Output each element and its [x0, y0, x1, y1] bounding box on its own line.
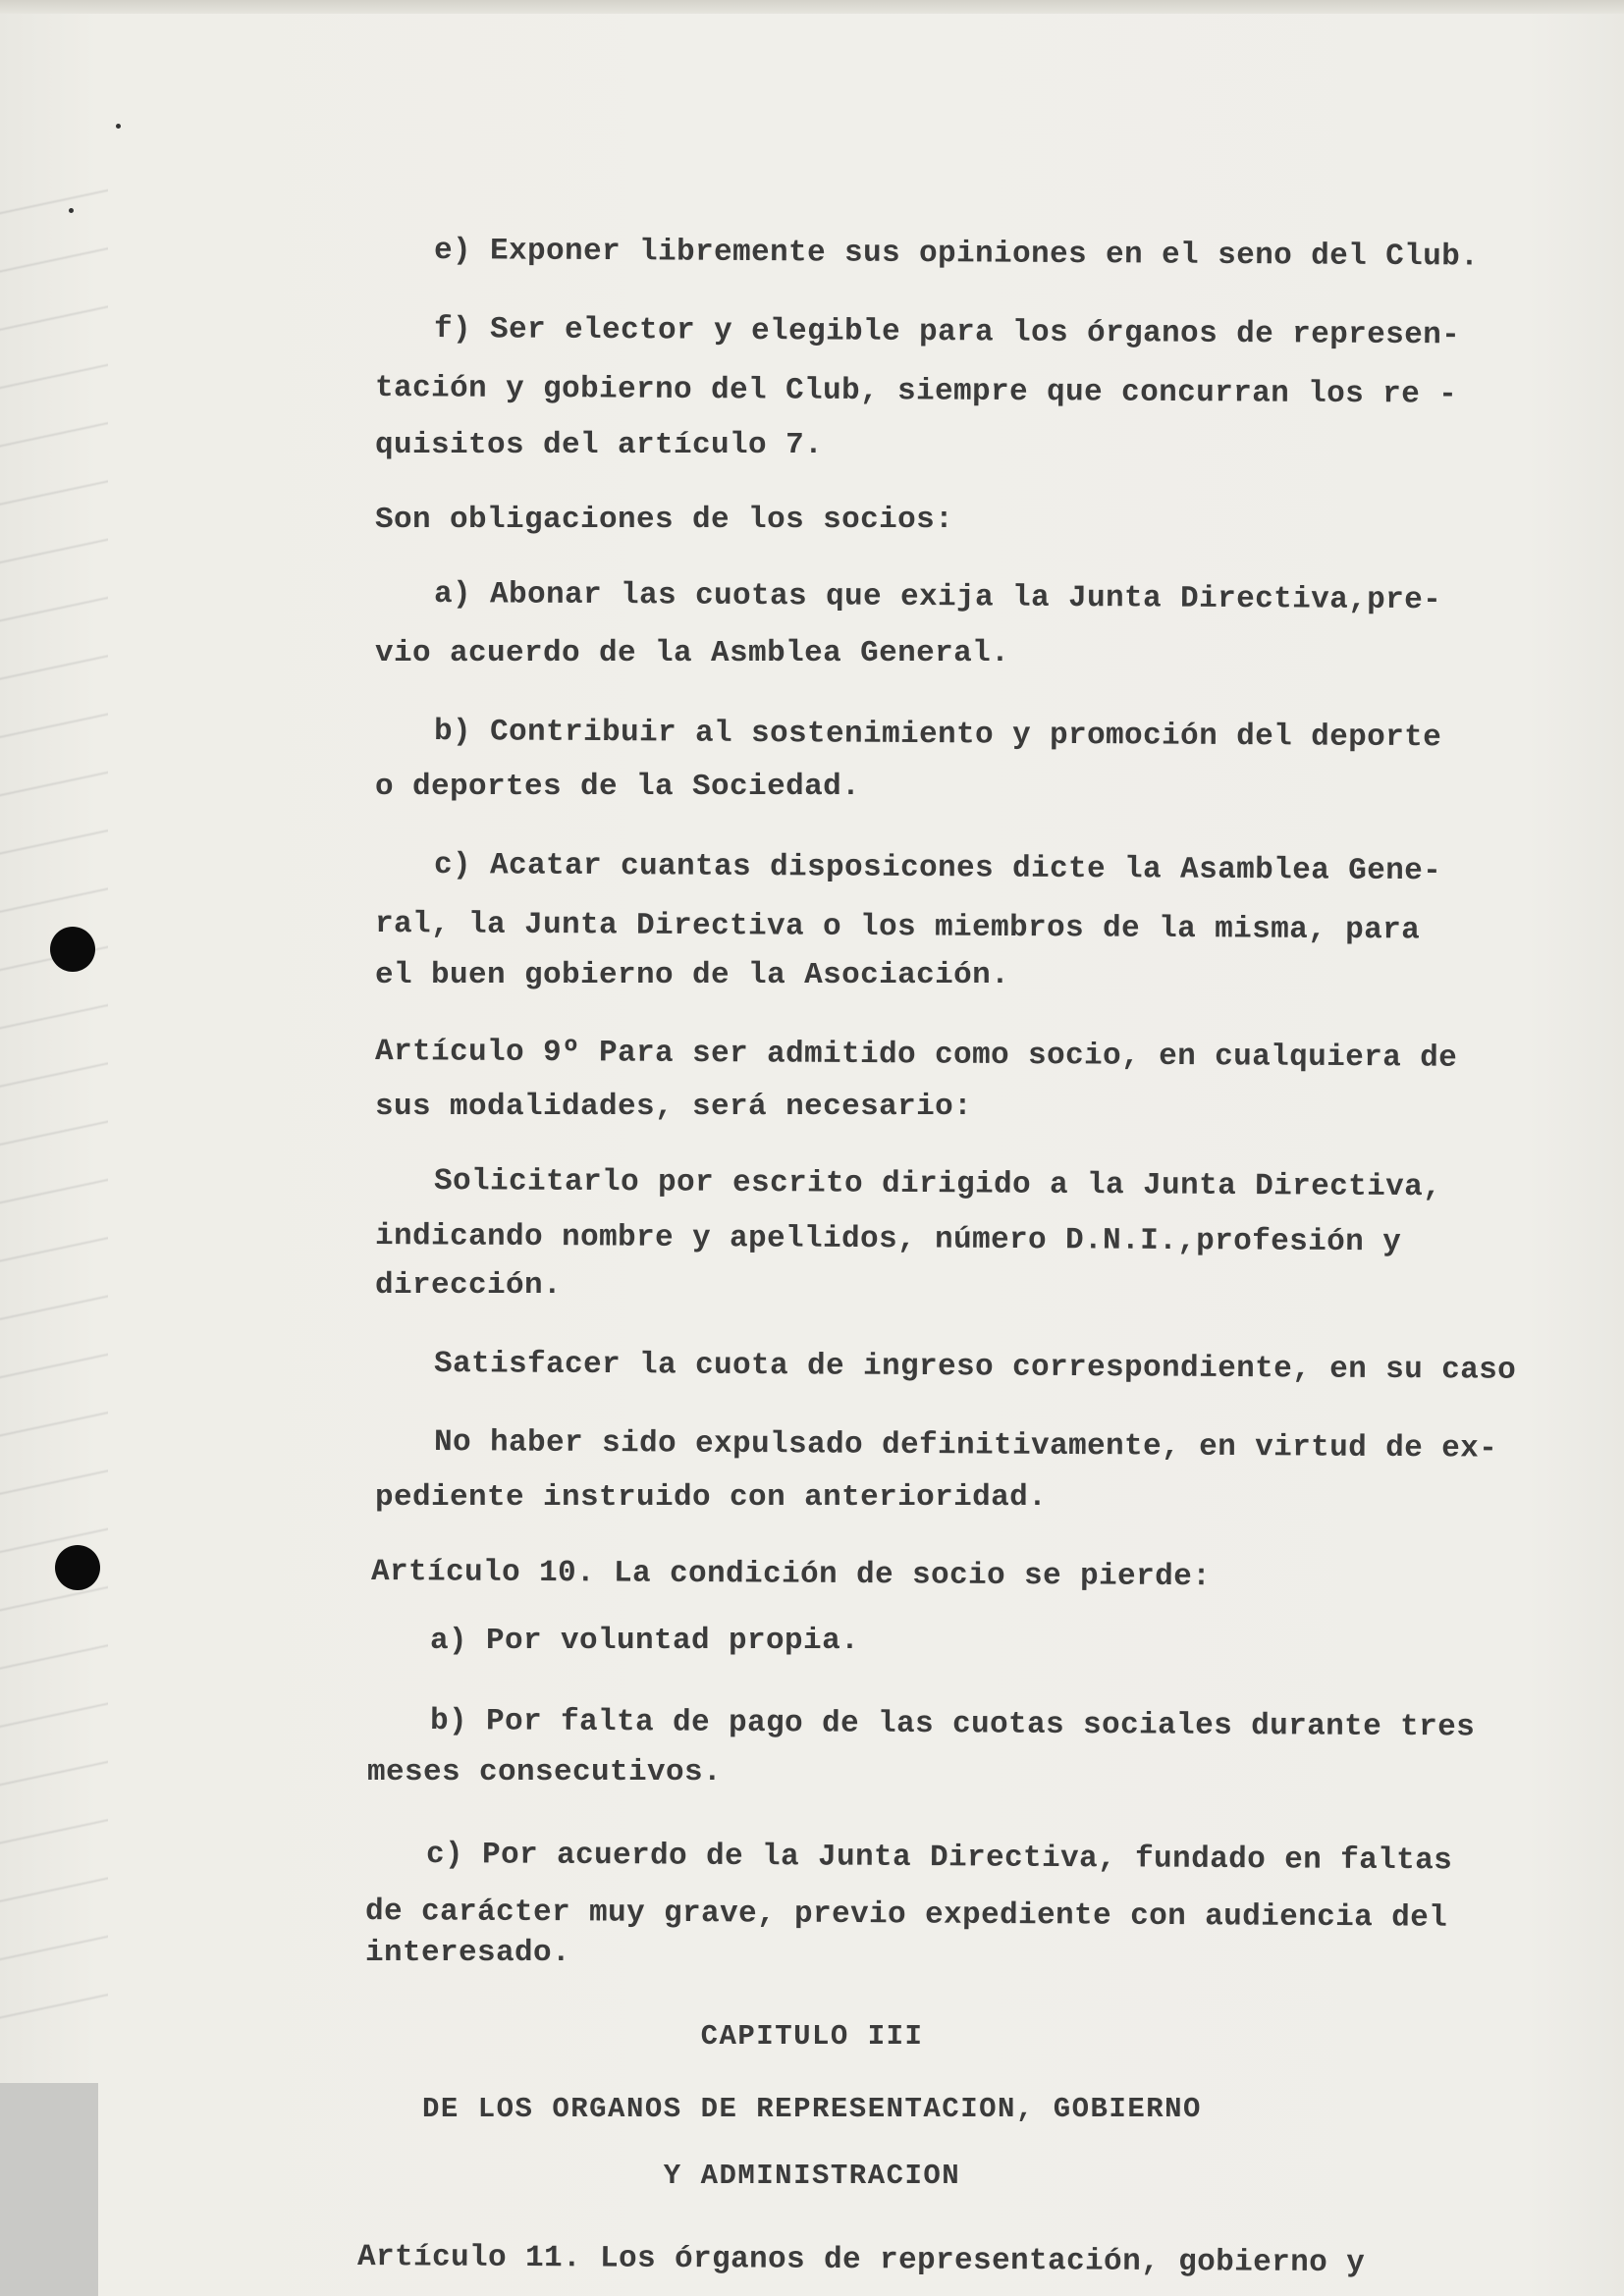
text-line: Satisfacer la cuota de ingreso correspondiente, en su caso — [433, 1347, 1517, 1388]
text-line: Artículo 10. La condición de socio se pierde: — [370, 1555, 1212, 1595]
text-line: tación y gobierno del Club, siempre que concurran los re - — [374, 371, 1458, 412]
text-line: interesado. — [365, 1936, 571, 1970]
text-line: el buen gobierno de la Asociación. — [375, 958, 1010, 992]
text-line: f) Ser elector y elegible para los órganos de represen- — [433, 312, 1461, 353]
text-line: o deportes de la Sociedad. — [375, 770, 861, 804]
speck — [69, 208, 74, 213]
text-line: c) Acatar cuantas disposicones dicte la Asamblea Gene- — [433, 848, 1442, 889]
text-line: b) Por falta de pago de las cuotas sociales durante tres — [429, 1704, 1476, 1745]
text-line: c) Por acuerdo de la Junta Directiva, fundado en faltas — [425, 1838, 1453, 1879]
text-line: Solicitarlo por escrito dirigido a la Junta Directiva, — [433, 1164, 1442, 1205]
text-line: quisitos del artículo 7. — [375, 428, 824, 462]
text-line: No haber sido expulsado definitivamente, en virtud de ex- — [433, 1425, 1498, 1467]
chapter-title-line2: Y ADMINISTRACION — [663, 2160, 961, 2192]
text-line: e) Exponer libremente sus opiniones en el seno del Club. — [433, 234, 1480, 275]
text-line: a) Por voluntad propia. — [430, 1624, 860, 1658]
text-line: Son obligaciones de los socios: — [375, 503, 954, 537]
text-line: a) Abonar las cuotas que exija la Junta Directiva,pre- — [433, 577, 1442, 618]
text-line: b) Contribuir al sostenimiento y promoción del deporte — [433, 715, 1442, 756]
text-line: sus modalidades, será necesario: — [375, 1090, 973, 1124]
speck — [116, 124, 121, 129]
punch-hole-top — [50, 927, 95, 972]
chapter-number: CAPITULO III — [700, 2020, 924, 2053]
text-line: de carácter muy grave, previo expediente con audiencia del — [364, 1895, 1448, 1936]
text-line: Artículo 11. Los órganos de representación, gobierno y — [356, 2240, 1366, 2281]
text-line: Artículo 9º Para ser admitido como socio, en cualquiera de — [374, 1035, 1458, 1076]
scan-streaks — [0, 157, 108, 2022]
text-line: ral, la Junta Directiva o los miembros de la misma, para — [374, 907, 1421, 948]
chapter-title-line1: DE LOS ORGANOS DE REPRESENTACION, GOBIERNO — [422, 2093, 1202, 2125]
text-line: vio acuerdo de la Asmblea General. — [375, 636, 1010, 670]
text-line: meses consecutivos. — [367, 1755, 723, 1789]
text-line: dirección. — [375, 1268, 563, 1303]
punch-hole-bottom — [55, 1545, 100, 1590]
text-line: pediente instruido con anterioridad. — [375, 1480, 1048, 1515]
page-top-edge — [0, 0, 1624, 14]
text-line: indicando nombre y apellidos, número D.N.I.,profesión y — [374, 1219, 1402, 1260]
